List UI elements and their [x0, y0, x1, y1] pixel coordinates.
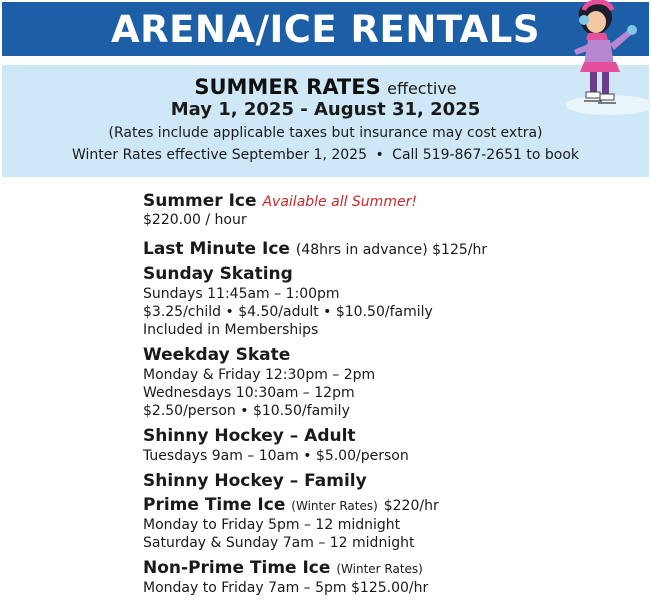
weekday-skate-prices: $2.50/person • $10.50/family	[143, 403, 350, 419]
nonprime-title: Non-Prime Time Ice	[143, 558, 331, 578]
shinny-family-title: Shinny Hockey – Family	[143, 471, 367, 491]
prime-time-paren: (Winter Rates)	[291, 499, 378, 513]
tax-note: (Rates include applicable taxes but insurance may cost extra)	[108, 125, 543, 141]
sunday-skating-title: Sunday Skating	[143, 264, 293, 284]
summer-ice-heading	[143, 191, 417, 212]
last-minute-detail: (48hrs in advance) $125/hr	[295, 242, 488, 258]
summer-rates-heading: SUMMER RATES	[194, 75, 381, 99]
weekday-skate-time1: Monday & Friday 12:30pm – 2pm	[143, 367, 376, 383]
weekday-skate-title: Weekday Skate	[143, 345, 291, 365]
summer-ice-availability: Available all Summer!	[262, 194, 417, 210]
prime-time-line2: Saturday & Sunday 7am – 12 midnight	[143, 535, 415, 551]
summer-ice-price: $220.00 / hour	[143, 212, 247, 228]
prime-time-heading	[143, 495, 439, 516]
summer-ice-title: Summer Ice	[143, 191, 257, 211]
last-minute-heading	[143, 239, 487, 260]
summer-rates-line	[2, 75, 649, 101]
call-to-book: Call 519-867-2651 to book	[392, 147, 580, 163]
nonprime-paren: (Winter Rates)	[336, 562, 423, 576]
sunday-skating-time: Sundays 11:45am – 1:00pm	[143, 286, 340, 302]
summer-dates: May 1, 2025 - August 31, 2025	[170, 99, 481, 120]
page-title: ARENA/ICE RENTALS	[110, 8, 541, 51]
winter-rates-text: Winter Rates effective September 1, 2025	[71, 147, 367, 163]
prime-time-price: $220/hr	[383, 498, 439, 514]
skater-girl-illustration	[558, 0, 651, 118]
prime-time-line1: Monday to Friday 5pm – 12 midnight	[143, 517, 401, 533]
prime-time-title: Prime Time Ice	[143, 495, 286, 515]
nonprime-heading	[143, 558, 423, 579]
bullet-separator: •	[375, 147, 384, 163]
effective-label: effective	[387, 79, 457, 98]
shinny-adult-detail: Tuesdays 9am – 10am • $5.00/person	[143, 448, 409, 464]
shinny-adult-title: Shinny Hockey – Adult	[143, 426, 356, 446]
nonprime-line1: Monday to Friday 7am – 5pm $125.00/hr	[143, 580, 429, 596]
last-minute-title: Last Minute Ice	[143, 239, 290, 259]
weekday-skate-time2: Wednesdays 10:30am – 12pm	[143, 385, 355, 401]
sunday-skating-prices: $3.25/child • $4.50/adult • $10.50/family	[143, 304, 433, 320]
sunday-skating-note: Included in Memberships	[143, 322, 319, 338]
header-banner	[2, 2, 649, 56]
winter-info-line	[2, 146, 649, 164]
rates-box	[2, 65, 649, 177]
